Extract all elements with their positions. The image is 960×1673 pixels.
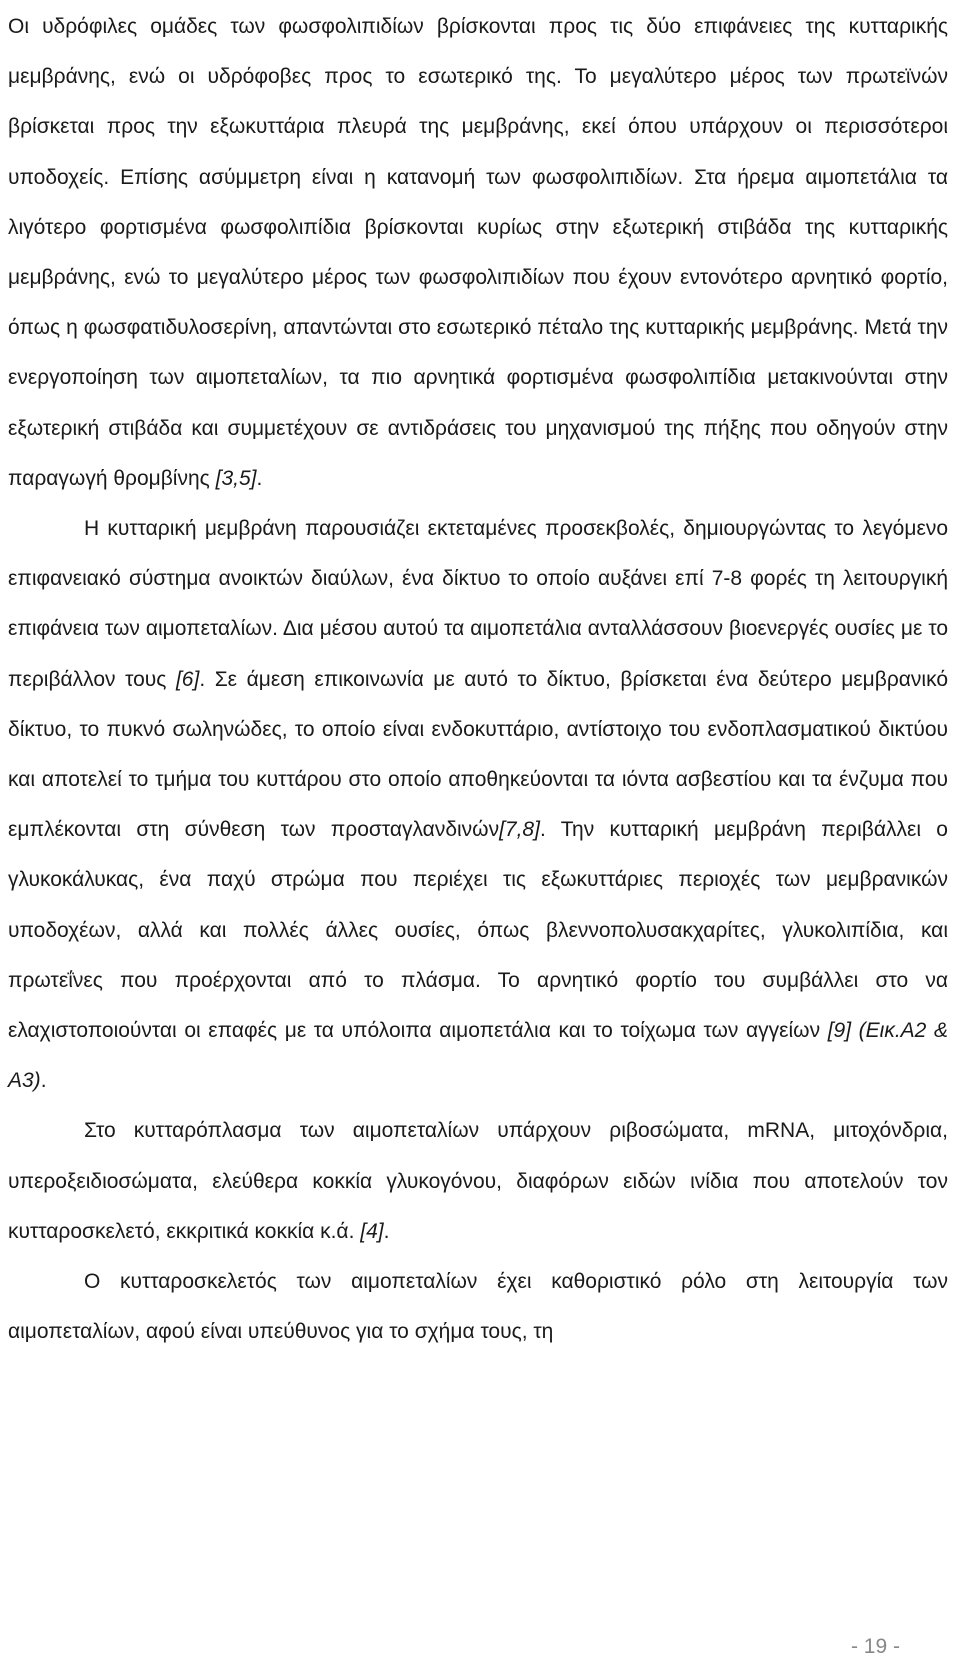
paragraph-2 — [8, 504, 948, 1106]
paragraph-3 — [8, 1106, 948, 1257]
p3-citation-4: [4] — [360, 1219, 384, 1243]
paragraph-4 — [8, 1257, 948, 1357]
p1-text-1: Οι υδρόφιλες ομάδες των φωσφολιπιδίων βρίσκονται προς τις δύο επιφάνειες της κυτταρικής μεμβράνης, ενώ οι υδρόφοβες προς το εσωτερικό της. Το μεγαλύτερο μέρος των πρωτεϊνών βρίσκεται προς την εξωκυττάρια πλευρά της μεμβράνης, εκεί όπου υπάρχουν οι περισσότεροι υποδοχείς. Επίσης ασύμμετρη είναι η κατανομή των φωσφολιπιδίων. Στα ήρεμα αιμοπετάλια τα λιγότερο φορτισμένα φωσφολιπίδια βρίσκονται κυρίως στην εξωτερική στιβάδα της κυτταρικής μεμβράνης, ενώ το μεγαλύτερο μέρος των φωσφολιπιδίων που έχουν εντονότερο αρνητικό φορτίο, όπως η φωσφατιδυλοσερίνη, απαντώνται στο εσωτερικό πέταλο της κυτταρικής μεμβράνης. Μετά την ενεργοποίηση των αιμοπεταλίων, τα πιο αρνητικά φορτισμένα φωσφολιπίδια μετακινούνται στην εξωτερική στιβάδα και συμμετέχουν σε αντιδράσεις του μηχανισμού της πήξης που οδηγούν στην παραγωγή θρομβίνης — [8, 15, 948, 490]
p1-text-2: . — [256, 466, 263, 490]
p2-text-4: . — [40, 1069, 47, 1093]
p2-text-3: . Την κυτταρική μεμβράνη περιβάλλει ο γλυκοκάλυκας, ένα παχύ στρώμα που περιέχει τις εξωκυττάριες περιοχές των μεμβρανικών υποδοχέων, αλλά και πολλές άλλες ουσίες, όπως βλεννοπολυσακχαρίτες, γλυκολιπίδια, και πρωτεΐνες που προέρχονται από το πλάσμα. Το αρνητικό φορτίο του συμβάλλει στο να ελαχιστοποιούνται οι επαφές με τα υπόλοιπα αιμοπετάλια και το τοίχωμα των αγγείων — [8, 818, 948, 1043]
p2-citation-9-figures: [9] (Εικ.Α2 & Α3) — [8, 1019, 948, 1093]
p3-text-2: . — [383, 1219, 390, 1243]
p2-text-1: Η κυτταρική μεμβράνη παρουσιάζει εκτεταμένες προσεκβολές, δημιουργώντας το λεγόμενο επιφανειακό σύστημα ανοικτών διαύλων, ένα δίκτυο το οποίο αυξάνει επί 7-8 φορές τη λειτουργική επιφάνεια των αιμοπεταλίων. Δια μέσου αυτού τα αιμοπετάλια ανταλλάσσουν βιοενεργές ουσίες με το περιβάλλον τους — [8, 517, 948, 691]
p1-citation-3-5: [3,5] — [215, 466, 257, 490]
p4-text-1: Ο κυτταροσκελετός των αιμοπεταλίων έχει καθοριστικό ρόλο στη λειτουργία των αιμοπεταλίων, αφού είναι υπεύθυνος για το σχήμα τους, τη — [8, 1270, 948, 1344]
p3-text-1: Στο κυτταρόπλασμα των αιμοπεταλίων υπάρχουν ριβοσώματα, mRNA, μιτοχόνδρια, υπεροξειδιοσώματα, ελεύθερα κοκκία γλυκογόνου, διαφόρων ειδών ινίδια που αποτελούν τον κυτταροσκελετό, εκκριτικά κοκκία κ.ά. — [8, 1119, 948, 1243]
page-number: - 19 - — [850, 1635, 900, 1658]
p2-text-2: . Σε άμεση επικοινωνία με αυτό το δίκτυο, βρίσκεται ένα δεύτερο μεμβρανικό δίκτυο, το πυκνό σωληνώδες, το οποίο είναι ενδοκυττάριο, αντίστοιχο του ενδοπλασματικού δικτύου και αποτελεί το τμήμα του κυττάρου στο οποίο αποθηκεύονται τα ιόντα ασβεστίου και τα ένζυμα που εμπλέκονται στη σύνθεση των προσταγλανδινών — [8, 667, 949, 842]
p2-citation-7-8: [7,8] — [499, 818, 540, 842]
p2-citation-6: [6] — [175, 667, 200, 691]
paragraph-1 — [8, 2, 948, 504]
